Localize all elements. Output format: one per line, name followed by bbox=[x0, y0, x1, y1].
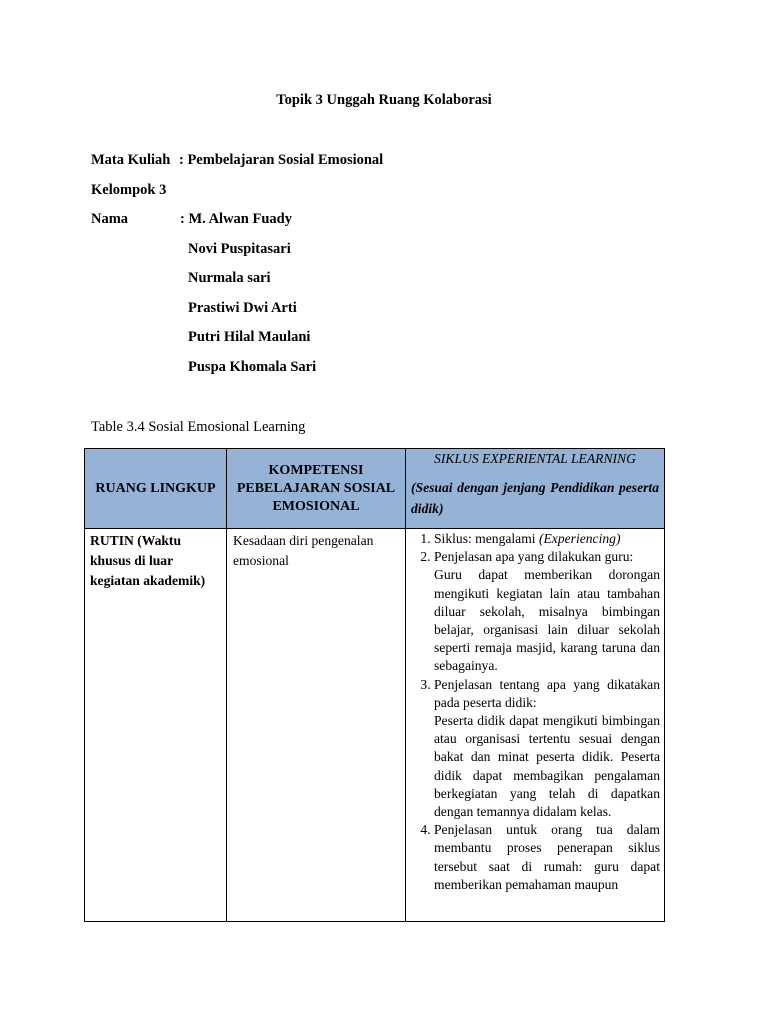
member-name: Prastiwi Dwi Arti bbox=[188, 300, 297, 316]
name-label: Nama bbox=[91, 211, 129, 227]
list-item: 3. Penjelasan tentang apa yang dikatakan pada peserta didik: Peserta didik dapat mengikuti bimbingan atau organisasi tertentu sesuai dengan bakat dan minat peserta didik. Peserta didik dapat membagikan pengalaman berkegiatan yang telah di dapatkan dengan temannya didalam kelas. bbox=[434, 676, 660, 822]
header-cycle-subtitle: (Sesuai dengan jenjang Pendidikan peserta didik) bbox=[411, 480, 659, 516]
member-name: Novi Puspitasari bbox=[188, 241, 291, 257]
course-row bbox=[91, 152, 383, 169]
cycle-steps-list bbox=[410, 530, 660, 894]
header-competency: KOMPETENSI PEBELAJARAN SOSIAL EMOSIONAL bbox=[227, 449, 406, 529]
table-row bbox=[85, 529, 665, 922]
competency-cell: Kesadaan diri pengenalan emosional bbox=[227, 529, 406, 922]
list-item: 1. Siklus: mengalami (Experiencing) bbox=[434, 530, 660, 548]
course-label: Mata Kuliah bbox=[91, 152, 171, 168]
header-cycle bbox=[406, 449, 665, 529]
course-value: : Pembelajaran Sosial Emosional bbox=[179, 152, 384, 168]
member-name: Putri Hilal Maulani bbox=[188, 329, 311, 345]
table-caption: Table 3.4 Sosial Emosional Learning bbox=[91, 419, 306, 435]
document-title: Topik 3 Unggah Ruang Kolaborasi bbox=[276, 92, 492, 108]
scope-cell: RUTIN (Waktu khusus di luar kegiatan akademik) bbox=[85, 529, 227, 922]
header-cycle-title: SIKLUS EXPERIENTAL LEARNING bbox=[434, 451, 636, 466]
list-item: 4. Penjelasan untuk orang tua dalam membantu proses penerapan siklus tersebut saat di rumah: guru dapat memberikan pemahaman maupun bbox=[434, 821, 660, 894]
sel-table bbox=[84, 448, 665, 922]
member-name: Puspa Khomala Sari bbox=[188, 359, 317, 375]
member-name: : M. Alwan Fuady bbox=[180, 211, 292, 227]
header-scope: RUANG LINGKUP bbox=[85, 449, 227, 529]
list-item: 2. Penjelasan apa yang dilakukan guru: Guru dapat memberikan dorongan mengikuti kegiatan lain atau tambahan diluar sekolah, misalnya bimbingan belajar, organisasi lain diluar sekolah seperti remaja masjid, karang taruna dan sebagainya. bbox=[434, 548, 660, 675]
cycle-cell bbox=[406, 529, 665, 922]
member-name: Nurmala sari bbox=[188, 270, 271, 286]
table-header-row bbox=[85, 449, 665, 529]
group-label: Kelompok 3 bbox=[91, 182, 167, 198]
